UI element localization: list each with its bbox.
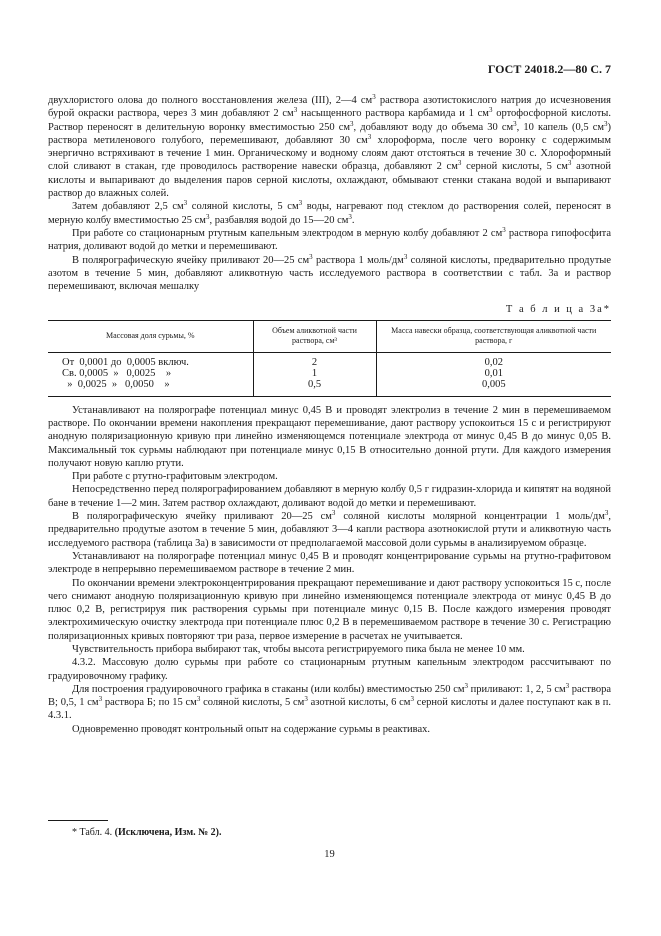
- footnote-divider: [48, 820, 108, 821]
- table-row: [48, 379, 611, 396]
- table-3a: [48, 320, 611, 397]
- footnote-bold-text: (Исключена, Изм. № 2).: [114, 827, 222, 838]
- paragraph: По окончании времени электроконцентрирования прекращают перемешивание и дают раствору успокоиться 15 с, после чего снимают анодную поляризационную кривую при линейно изменяющемся потенциале электрода от минус 0,45 В до плюс 0,2 В, регистрируя пик растворения сурьмы при потенциале минус 0,15 В. После каждого измерения проводят электрохимическую очистку электрода при потенциале плюс 0,2 В в перемешиваемом растворе в течение 30 с. Регистрацию поляризационных кривых повторяют три раза, первое измерение в расчетах не учитывается.: [48, 577, 611, 642]
- table-row: [48, 368, 611, 379]
- paragraph: 4.3.2. Массовую долю сурьмы при работе со стационарным ртутным капельным электродом рассчитывают по градуировочному графику.: [48, 657, 611, 682]
- paragraph: При работе с ртутно-графитовым электродом.: [72, 471, 278, 483]
- cell-aliquot-volume: 1: [253, 368, 376, 379]
- header-mass-fraction: Массовая доля сурьмы, %: [48, 320, 253, 352]
- page-header: ГОСТ 24018.2—80 С. 7: [487, 62, 611, 76]
- paragraph: двухлористого олова до полного восстановления железа (III), 2—4 $см^3$ раствора азотистокислого натрия до исчезновения бурой окраски раствора, через 3 мин добавляют 2 $см^3$ насыщенного раствора карбамида и 1 $см^3$ ортофосфорной кислоты. Раствор переносят в делительную воронку вместимостью 250 $см^3$, добавляют воду до объема 30 $см^3$, 10 капель (0,5 $см^3$) раствора метиленового голубого, перемешивают, добавляют 30 $см^3$ хлороформа, после чего воронку с содержимым энергично встряхивают в течение 1 мин. Органическому и водному слоям дают отстояться в течение 30 с. Хлороформный слой сливают в стакан, где проводилось растворение навески образца, добавляют 2 $см^3$ серной кислоты, 5 $см^3$ азотной кислоты и выпаривают до выделения паров серной кислоты, охлаждают, обмывают стенки стакана водой и выпаривают раствор до влажных солей.: [48, 93, 612, 200]
- table-row: [48, 352, 611, 368]
- paragraph: В полярографическую ячейку приливают 20—25 $см^3$ соляной кислоты молярной концентрации 1 моль/$дм^3$, предварительно продутые азотом в течение 5 мин, добавляют 3—4 капли раствора азотнокислой ртути и аликвотную часть исследуемого раствора (таблица 3а) в зависимости от предполагаемой массовой доли сурьмы в анализируемом образце.: [48, 509, 611, 549]
- cell-sample-mass: 0,005: [376, 379, 611, 396]
- cell-sample-mass: 0,01: [376, 368, 611, 379]
- cell-mass-fraction: » 0,0025 » 0,0050 »: [48, 379, 253, 396]
- header-aliquot-volume: Объем аликвотной части раствора, см³: [253, 320, 376, 352]
- paragraph: Непосредственно перед полярографированием добавляют в мерную колбу 0,5 г гидразин-хлорида и кипятят на водяной бане в течение 1—2 мин. Затем раствор охлаждают, доливают водой до метки и перемешивают.: [48, 484, 611, 509]
- document-body: [48, 94, 611, 736]
- cell-sample-mass: 0,02: [376, 352, 611, 368]
- cell-aliquot-volume: 0,5: [253, 379, 376, 396]
- paragraph: В полярографическую ячейку приливают 20—25 $см^3$ раствора 1 моль/$дм^3$ соляной кислоты, предварительно продутые азотом в течение 5 мин, добавляют аликвотную часть исследуемого раствора в соответствии с табл. 3а и раствор перемешивают, включая мешалку: [48, 252, 611, 293]
- header-sample-mass: Масса навески образца, соответствующая аликвотной части раствора, г: [376, 320, 611, 352]
- cell-aliquot-volume: 2: [253, 352, 376, 368]
- paragraph: Устанавливают на полярографе потенциал минус 0,45 В и проводят электролиз в течение 2 мин в перемешиваемом растворе. По окончании времени накопления прекращают перемешивание, дают раствору успокоиться 15 с и регистрируют анодную поляризационную кривую при линейно изменяющемся потенциале электрода от минус 0,45 В до минус 0,05 В. Максимальный ток сурьмы наблюдают при потенциале минус 0,15 В относительно донной ртути. Для каждого измерения получают новую каплю ртути.: [48, 404, 611, 469]
- paragraph: Чувствительность прибора выбирают так, чтобы высота регистрируемого пика была не менее 10 мм.: [72, 643, 525, 655]
- page-number: 19: [324, 849, 335, 860]
- paragraph: Затем добавляют 2,5 $см^3$ соляной кислоты, 5 $см^3$ воды, нагревают под стеклом до растворения солей, переносят в мерную колбу вместимостью 25 $см^3$, разбавляя водой до 15—20 $см^3$.: [48, 199, 611, 226]
- paragraphs-before-table: [48, 94, 611, 293]
- footnote: [72, 826, 222, 839]
- table-caption: Т а б л и ц а 3а*: [505, 304, 611, 316]
- cell-mass-fraction: Св. 0,0005 » 0,0025 »: [62, 368, 172, 380]
- table-header-row: [48, 320, 611, 352]
- paragraph: Устанавливают на полярографе потенциал минус 0,45 В и проводят концентрирование сурьмы на ртутно-графитовом электроде в непрерывно перемешиваемом растворе в течение 2 мин.: [48, 550, 611, 576]
- paragraph: Для построения градуировочного графика в стаканы (или колбы) вместимостью 250 $см^3$ приливают: 1, 2, 5 $см^3$ раствора В; 0,5, 1 $см^3$ раствора Б; по 15 $см^3$ соляной кислоты, 5 $см^3$ азотной кислоты, 6 $см^3$ серной кислоты и далее поступают как в п. 4.3.1.: [48, 681, 612, 722]
- footnote-text: * Табл. 4.: [72, 827, 115, 838]
- paragraph: Одновременно проводят контрольный опыт на содержание сурьмы в реактивах.: [72, 723, 431, 735]
- paragraphs-after-table: [48, 404, 611, 736]
- paragraph: При работе со стационарным ртутным капельным электродом в мерную колбу добавляют 2 $см^3$ раствора гипофосфита натрия, доливают водой до метки и перемешивают.: [48, 225, 611, 253]
- cell-mass-fraction: От 0,0001 до 0,0005 включ.: [62, 356, 189, 368]
